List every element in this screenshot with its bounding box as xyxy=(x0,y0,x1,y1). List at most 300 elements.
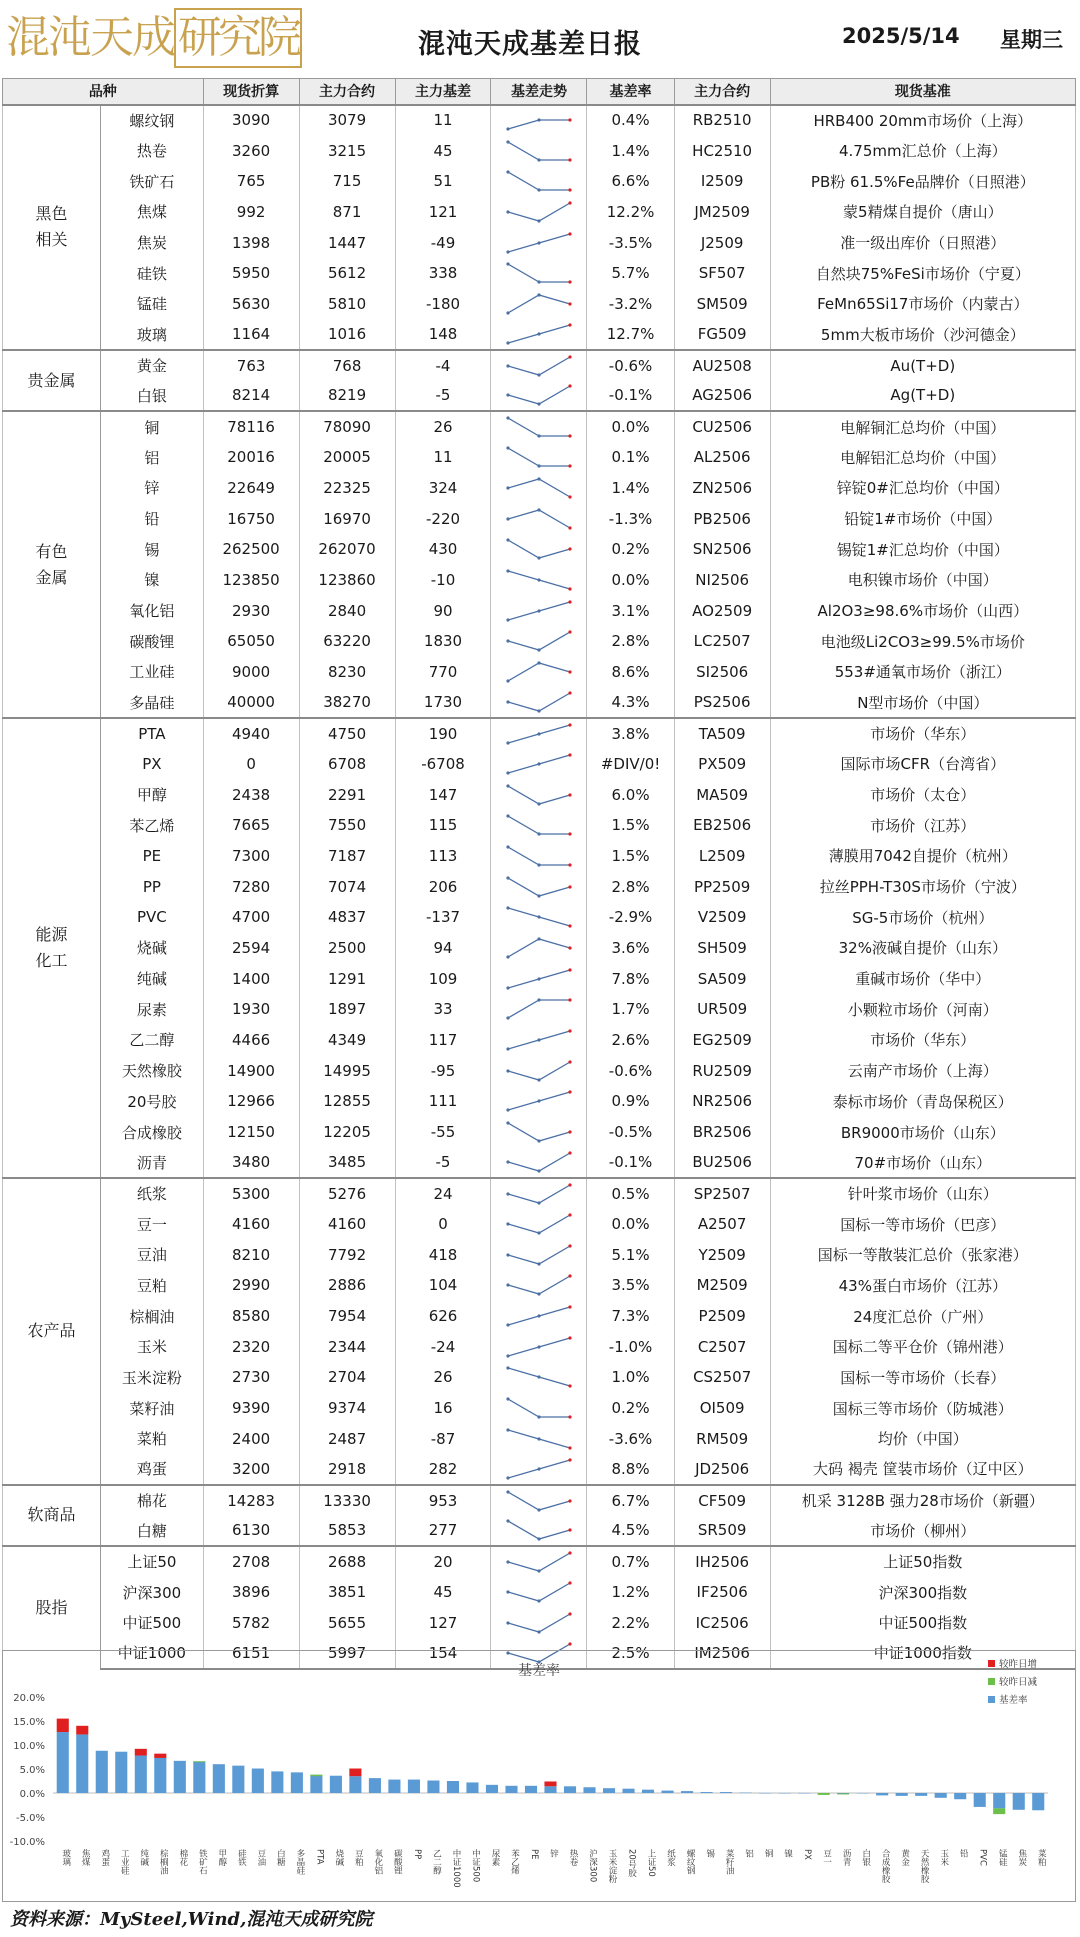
bar-basis-rate xyxy=(1032,1793,1044,1810)
contract-cell: SF507 xyxy=(674,258,770,289)
trend-point xyxy=(537,1599,540,1602)
bar-basis-rate xyxy=(662,1791,674,1793)
spot-benchmark-cell: Al2O3≥98.6%市场价（山西） xyxy=(770,595,1075,626)
trend-sparkline xyxy=(504,997,574,1021)
bar-decrease xyxy=(193,1761,205,1762)
trend-point xyxy=(537,1078,540,1081)
bar-increase xyxy=(349,1769,361,1777)
x-tick-label: 棕榈油 xyxy=(158,1849,169,1875)
spot-benchmark-cell: 国标一等市场价（长春） xyxy=(770,1362,1075,1393)
x-tick-label: 中证1000 xyxy=(450,1849,461,1888)
bar-basis-rate xyxy=(935,1793,947,1798)
basis-cell: -4 xyxy=(395,350,491,381)
trend-point xyxy=(537,1231,540,1234)
variety-cell: 纯碱 xyxy=(101,963,204,994)
basis-cell: 626 xyxy=(395,1301,491,1332)
trend-point xyxy=(568,925,571,928)
x-tick-label: 上证50 xyxy=(646,1849,657,1877)
basis-rate-cell: 1.0% xyxy=(587,1362,674,1393)
trend-point xyxy=(568,587,571,590)
table-row xyxy=(3,1301,1076,1332)
basis-cell: 190 xyxy=(395,718,491,749)
contract-cell: P2509 xyxy=(674,1301,770,1332)
trend-point xyxy=(506,1520,509,1523)
trend-sparkline xyxy=(504,1457,574,1481)
trend-sparkline-cell xyxy=(491,1055,587,1086)
trend-sparkline xyxy=(504,936,574,960)
trend-point xyxy=(568,1336,571,1339)
basis-rate-cell: 3.5% xyxy=(587,1270,674,1301)
trend-point xyxy=(506,341,509,344)
x-tick-label: 天然橡胶 xyxy=(919,1849,930,1883)
trend-sparkline xyxy=(504,139,574,163)
trend-point xyxy=(537,1100,540,1103)
trend-sparkline xyxy=(504,1243,574,1267)
trend-point xyxy=(506,416,509,419)
trend-point xyxy=(568,946,571,949)
table-row xyxy=(3,810,1076,841)
trend-point xyxy=(506,1428,509,1431)
basis-rate-cell: 1.5% xyxy=(587,810,674,841)
spot-cell: 8214 xyxy=(203,381,299,412)
table-row xyxy=(3,718,1076,749)
x-tick-label: 鸡蛋 xyxy=(99,1849,110,1866)
bar-basis-rate xyxy=(193,1761,205,1793)
contract-price-cell: 3079 xyxy=(299,105,395,136)
trend-point xyxy=(568,1612,571,1615)
trend-sparkline xyxy=(504,599,574,623)
trend-sparkline-cell xyxy=(491,687,587,718)
col-header-variety: 品种 xyxy=(3,79,204,105)
trend-point xyxy=(568,323,571,326)
trend-sparkline-cell xyxy=(491,1331,587,1362)
variety-cell: 碳酸锂 xyxy=(101,626,204,657)
spot-benchmark-cell: 重碱市场价（华中） xyxy=(770,963,1075,994)
contract-cell: Y2509 xyxy=(674,1239,770,1270)
spot-cell: 3896 xyxy=(203,1577,299,1608)
bar-basis-rate xyxy=(135,1756,147,1793)
trend-sparkline-cell xyxy=(491,1485,587,1516)
trend-point xyxy=(506,700,509,703)
trend-point xyxy=(568,1446,571,1449)
trend-sparkline-cell xyxy=(491,197,587,228)
x-tick-label: PP xyxy=(411,1849,422,1860)
basis-cell: -95 xyxy=(395,1055,491,1086)
contract-cell: CF509 xyxy=(674,1485,770,1516)
trend-sparkline-cell xyxy=(491,565,587,596)
trend-point xyxy=(506,128,509,131)
report-weekday: 星期三 xyxy=(1000,28,1063,52)
category-cell: 软商品 xyxy=(3,1485,101,1546)
trend-point xyxy=(506,1109,509,1112)
variety-cell: 玻璃 xyxy=(101,319,204,350)
spot-cell: 5782 xyxy=(203,1607,299,1638)
variety-cell: 上证50 xyxy=(101,1546,204,1577)
x-tick-label: 白银 xyxy=(860,1849,871,1866)
table-row xyxy=(3,1086,1076,1117)
trend-line xyxy=(508,693,570,711)
trend-sparkline xyxy=(504,813,574,837)
trend-point xyxy=(506,1621,509,1624)
bar-basis-rate xyxy=(896,1793,908,1796)
spot-cell: 8210 xyxy=(203,1239,299,1270)
x-tick-label: 锌 xyxy=(548,1849,559,1858)
contract-price-cell: 16970 xyxy=(299,503,395,534)
variety-cell: 20号胶 xyxy=(101,1086,204,1117)
bar-basis-rate xyxy=(310,1775,322,1793)
x-tick-label: 菜籽油 xyxy=(724,1849,735,1875)
table-row xyxy=(3,749,1076,780)
basis-cell: -5 xyxy=(395,381,491,412)
variety-cell: 氧化铝 xyxy=(101,595,204,626)
basis-rate-cell: -0.6% xyxy=(587,1055,674,1086)
category-cell: 黑色 相关 xyxy=(3,105,101,350)
trend-point xyxy=(506,845,509,848)
trend-point xyxy=(537,1569,540,1572)
table-row xyxy=(3,1607,1076,1638)
basis-cell: 111 xyxy=(395,1086,491,1117)
contract-cell: LC2507 xyxy=(674,626,770,657)
spot-benchmark-cell: 中证500指数 xyxy=(770,1607,1075,1638)
table-row xyxy=(3,1362,1076,1393)
trend-sparkline-cell xyxy=(491,779,587,810)
variety-cell: 中证500 xyxy=(101,1607,204,1638)
basis-cell: 127 xyxy=(395,1607,491,1638)
trend-sparkline-cell xyxy=(491,1393,587,1424)
contract-price-cell: 2500 xyxy=(299,933,395,964)
trend-line xyxy=(508,1185,570,1203)
table-row xyxy=(3,1055,1076,1086)
basis-cell: -180 xyxy=(395,289,491,320)
contract-cell: SM509 xyxy=(674,289,770,320)
trend-point xyxy=(568,1152,571,1155)
basis-cell: 24 xyxy=(395,1178,491,1209)
spot-benchmark-cell: 市场价（江苏） xyxy=(770,810,1075,841)
trend-point xyxy=(568,495,571,498)
basis-rate-cell: 7.8% xyxy=(587,963,674,994)
bar-basis-rate xyxy=(798,1793,810,1794)
trend-sparkline-cell xyxy=(491,534,587,565)
contract-price-cell: 63220 xyxy=(299,626,395,657)
variety-cell: 铝 xyxy=(101,442,204,473)
basis-rate-cell: -3.5% xyxy=(587,227,674,258)
basis-rate-cell: -0.6% xyxy=(587,350,674,381)
variety-cell: 热卷 xyxy=(101,135,204,166)
trend-point xyxy=(537,465,540,468)
contract-cell: AG2506 xyxy=(674,381,770,412)
trend-point xyxy=(537,894,540,897)
table-row xyxy=(3,442,1076,473)
trend-point xyxy=(568,600,571,603)
basis-rate-cell: -3.6% xyxy=(587,1423,674,1454)
trend-point xyxy=(568,723,571,726)
x-tick-label: 20号胶 xyxy=(626,1849,637,1877)
x-tick-label: 尿素 xyxy=(489,1849,500,1866)
spot-benchmark-cell: Ag(T+D) xyxy=(770,381,1075,412)
spot-benchmark-cell: 沪深300指数 xyxy=(770,1577,1075,1608)
spot-benchmark-cell: 24度汇总价（广州） xyxy=(770,1301,1075,1332)
trend-sparkline-cell xyxy=(491,381,587,412)
trend-sparkline-cell xyxy=(491,105,587,136)
trend-point xyxy=(537,762,540,765)
table-row xyxy=(3,1485,1076,1516)
trend-line xyxy=(508,632,570,650)
basis-cell: 430 xyxy=(395,534,491,565)
table-row xyxy=(3,626,1076,657)
table-row xyxy=(3,381,1076,412)
basis-cell: 26 xyxy=(395,411,491,442)
trend-sparkline xyxy=(504,292,574,316)
spot-benchmark-cell: 国际市场CFR（台湾省） xyxy=(770,749,1075,780)
y-tick-label: 10.0% xyxy=(13,1741,45,1752)
variety-cell: PVC xyxy=(101,902,204,933)
x-tick-label: 焦炭 xyxy=(1016,1849,1027,1866)
basis-rate-cell: 0.9% xyxy=(587,1086,674,1117)
trend-point xyxy=(506,618,509,621)
basis-cell: 20 xyxy=(395,1546,491,1577)
spot-cell: 14283 xyxy=(203,1485,299,1516)
contract-price-cell: 38270 xyxy=(299,687,395,718)
variety-cell: 焦炭 xyxy=(101,227,204,258)
source-note: 资料来源：MySteel,Wind,混沌天成研究院 xyxy=(10,1909,373,1930)
bar-basis-rate xyxy=(505,1786,517,1793)
x-tick-label: 镍 xyxy=(782,1849,793,1858)
x-tick-label: 玉米淀粉 xyxy=(607,1849,618,1883)
variety-cell: 沥青 xyxy=(101,1147,204,1178)
contract-cell: SH509 xyxy=(674,933,770,964)
trend-sparkline xyxy=(504,905,574,929)
table-row xyxy=(3,1577,1076,1608)
trend-sparkline-cell xyxy=(491,657,587,688)
variety-cell: 铁矿石 xyxy=(101,166,204,197)
trend-sparkline xyxy=(504,476,574,500)
trend-sparkline xyxy=(504,1182,574,1206)
trend-point xyxy=(568,1305,571,1308)
category-cell: 贵金属 xyxy=(3,350,101,411)
bar-basis-rate xyxy=(779,1793,791,1794)
spot-cell: 3090 xyxy=(203,105,299,136)
trend-sparkline xyxy=(504,1273,574,1297)
contract-price-cell: 6708 xyxy=(299,749,395,780)
variety-cell: 工业硅 xyxy=(101,657,204,688)
trend-point xyxy=(506,263,509,266)
trend-sparkline-cell xyxy=(491,841,587,872)
basis-rate-cell: 0.2% xyxy=(587,534,674,565)
basis-rate-cell: -0.1% xyxy=(587,381,674,412)
trend-sparkline-cell xyxy=(491,1209,587,1240)
trend-sparkline xyxy=(504,568,574,592)
col-header-spot: 现货折算 xyxy=(203,79,299,105)
bar-basis-rate xyxy=(76,1734,88,1793)
x-tick-label: 白糖 xyxy=(275,1849,286,1866)
spot-cell: 4940 xyxy=(203,718,299,749)
contract-price-cell: 5612 xyxy=(299,258,395,289)
contract-cell: IF2506 xyxy=(674,1577,770,1608)
contract-price-cell: 2704 xyxy=(299,1362,395,1393)
bar-basis-rate xyxy=(232,1766,244,1793)
spot-cell: 22649 xyxy=(203,473,299,504)
x-tick-label: 豆粕 xyxy=(353,1849,364,1866)
trend-point xyxy=(537,1139,540,1142)
basis-cell: 33 xyxy=(395,994,491,1025)
contract-cell: L2509 xyxy=(674,841,770,872)
trend-point xyxy=(506,539,509,542)
trend-sparkline-cell xyxy=(491,810,587,841)
x-tick-label: 玻璃 xyxy=(60,1849,71,1866)
trend-point xyxy=(506,364,509,367)
contract-price-cell: 7792 xyxy=(299,1239,395,1270)
x-tick-label: 甲醇 xyxy=(216,1849,227,1866)
trend-sparkline xyxy=(504,507,574,531)
trend-point xyxy=(537,1467,540,1470)
bar-basis-rate xyxy=(876,1793,888,1795)
trend-sparkline xyxy=(504,752,574,776)
trend-point xyxy=(506,394,509,397)
trend-point xyxy=(568,1060,571,1063)
trend-sparkline xyxy=(504,1028,574,1052)
contract-cell: RU2509 xyxy=(674,1055,770,1086)
x-tick-label: PTA xyxy=(314,1849,325,1865)
trend-sparkline-cell xyxy=(491,442,587,473)
legend-label: 较昨日增 xyxy=(999,1659,1038,1670)
y-tick-label: -10.0% xyxy=(9,1837,45,1848)
trend-point xyxy=(568,753,571,756)
trend-point xyxy=(537,508,540,511)
table-row xyxy=(3,1546,1076,1577)
variety-cell: 菜粕 xyxy=(101,1423,204,1454)
basis-cell: -6708 xyxy=(395,749,491,780)
trend-point xyxy=(568,1213,571,1216)
trend-point xyxy=(506,784,509,787)
table-row xyxy=(3,841,1076,872)
spot-benchmark-cell: 国标三等市场价（防城港） xyxy=(770,1393,1075,1424)
basis-rate-cell: 0.7% xyxy=(587,1546,674,1577)
spot-cell: 12966 xyxy=(203,1086,299,1117)
col-header-trend: 基差走势 xyxy=(491,79,587,105)
table-row xyxy=(3,1331,1076,1362)
trend-sparkline-cell xyxy=(491,1270,587,1301)
trend-sparkline-cell xyxy=(491,1362,587,1393)
trend-sparkline-cell xyxy=(491,473,587,504)
basis-rate-cell: -1.0% xyxy=(587,1331,674,1362)
bar-basis-rate xyxy=(701,1792,713,1793)
contract-cell: NI2506 xyxy=(674,565,770,596)
trend-sparkline-cell xyxy=(491,1577,587,1608)
spot-benchmark-cell: 自然块75%FeSi市场价（宁夏） xyxy=(770,258,1075,289)
contract-cell: FG509 xyxy=(674,319,770,350)
x-tick-label: 硅铁 xyxy=(236,1849,247,1866)
variety-cell: 沪深300 xyxy=(101,1577,204,1608)
bar-basis-rate xyxy=(252,1769,264,1793)
report-date: 2025/5/14 xyxy=(842,24,960,48)
basis-cell: 11 xyxy=(395,105,491,136)
spot-cell: 16750 xyxy=(203,503,299,534)
trend-line xyxy=(508,510,570,528)
variety-cell: 白糖 xyxy=(101,1515,204,1546)
trend-sparkline xyxy=(504,660,574,684)
spot-cell: 3260 xyxy=(203,135,299,166)
bar-increase xyxy=(57,1719,69,1732)
basis-cell: -24 xyxy=(395,1331,491,1362)
table-row xyxy=(3,687,1076,718)
y-tick-label: 15.0% xyxy=(13,1717,45,1728)
bar-basis-rate xyxy=(349,1776,361,1793)
basis-cell: 115 xyxy=(395,810,491,841)
trend-point xyxy=(506,140,509,143)
trend-sparkline-cell xyxy=(491,1515,587,1546)
contract-price-cell: 2886 xyxy=(299,1270,395,1301)
category-cell: 有色 金属 xyxy=(3,411,101,718)
y-tick-label: 5.0% xyxy=(19,1765,45,1776)
table-row xyxy=(3,503,1076,534)
bar-decrease xyxy=(837,1793,849,1794)
trend-point xyxy=(506,1397,509,1400)
trend-point xyxy=(537,937,540,940)
trend-point xyxy=(506,1047,509,1050)
trend-point xyxy=(506,447,509,450)
y-tick-label: 0.0% xyxy=(19,1789,45,1800)
trend-point xyxy=(568,833,571,836)
trend-point xyxy=(506,876,509,879)
spot-cell: 2708 xyxy=(203,1546,299,1577)
table-row xyxy=(3,902,1076,933)
basis-rate-cell: 6.6% xyxy=(587,166,674,197)
trend-point xyxy=(568,1130,571,1133)
spot-cell: 7280 xyxy=(203,871,299,902)
variety-cell: 棕榈油 xyxy=(101,1301,204,1332)
trend-line xyxy=(508,172,570,190)
spot-benchmark-cell: SG-5市场价（杭州） xyxy=(770,902,1075,933)
trend-point xyxy=(568,670,571,673)
trend-sparkline-cell xyxy=(491,994,587,1025)
bar-basis-rate xyxy=(1013,1793,1025,1810)
spot-cell: 2594 xyxy=(203,933,299,964)
basis-rate-cell: 1.4% xyxy=(587,135,674,166)
bar-basis-rate xyxy=(622,1789,634,1793)
trend-point xyxy=(537,661,540,664)
contract-price-cell: 12855 xyxy=(299,1086,395,1117)
col-header-contract: 主力合约 xyxy=(674,79,770,105)
table-row xyxy=(3,595,1076,626)
spot-benchmark-cell: 锌锭0#汇总均价（中国） xyxy=(770,473,1075,504)
bar-basis-rate xyxy=(115,1752,127,1793)
basis-rate-cell: 5.1% xyxy=(587,1239,674,1270)
trend-point xyxy=(537,833,540,836)
trend-point xyxy=(506,1253,509,1256)
variety-cell: PX xyxy=(101,749,204,780)
variety-cell: 乙二醇 xyxy=(101,1025,204,1056)
x-tick-label: PVC xyxy=(977,1849,988,1866)
bar-basis-rate xyxy=(447,1781,459,1793)
x-tick-label: PE xyxy=(528,1849,539,1860)
contract-price-cell: 3485 xyxy=(299,1147,395,1178)
trend-sparkline xyxy=(504,1427,574,1451)
spot-cell: 2730 xyxy=(203,1362,299,1393)
spot-cell: 992 xyxy=(203,197,299,228)
trend-point xyxy=(568,1642,571,1645)
x-tick-label: 锡 xyxy=(704,1849,715,1858)
spot-benchmark-cell: HRB400 20mm市场价（上海） xyxy=(770,105,1075,136)
bar-basis-rate xyxy=(330,1776,342,1793)
basis-cell: 148 xyxy=(395,319,491,350)
trend-point xyxy=(506,486,509,489)
trend-point xyxy=(506,311,509,314)
trend-point xyxy=(537,293,540,296)
basis-cell: 953 xyxy=(395,1485,491,1516)
x-tick-label: 合成橡胶 xyxy=(880,1849,891,1883)
contract-cell: J2509 xyxy=(674,227,770,258)
basis-cell: 770 xyxy=(395,657,491,688)
